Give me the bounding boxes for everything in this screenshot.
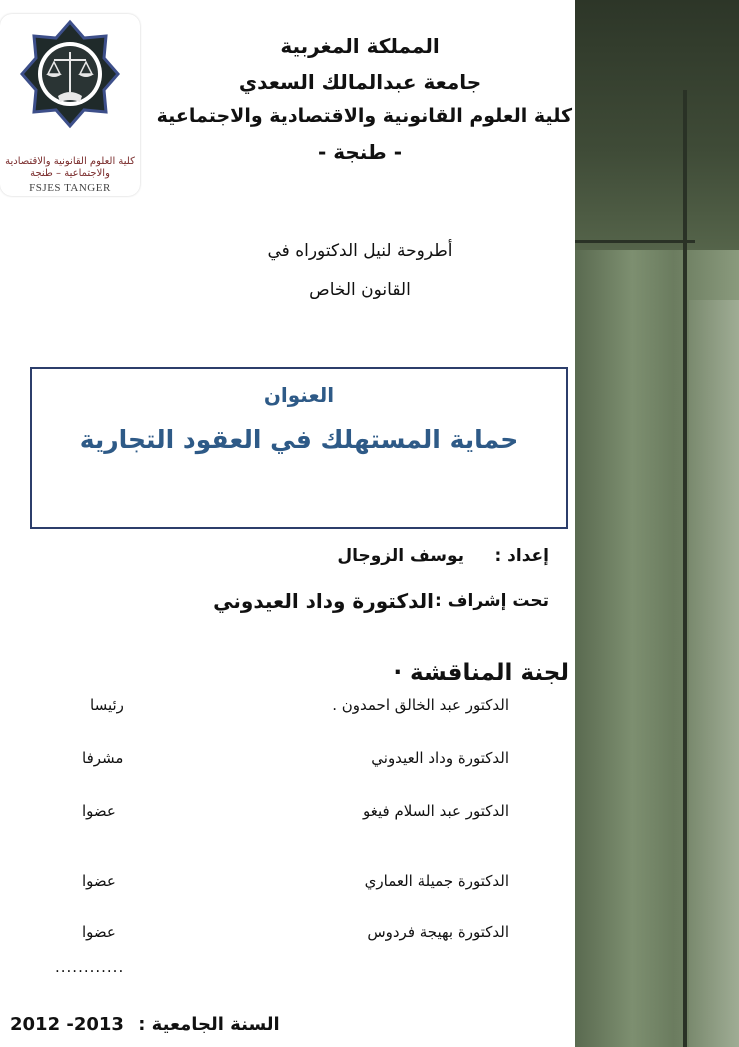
- panel-horizontal-line: [575, 240, 695, 243]
- decorative-side-panel: [575, 0, 739, 1047]
- kingdom-name: المملكة المغربية: [280, 34, 440, 58]
- committee-member-role: مشرفا: [82, 749, 124, 767]
- committee-member-role: عضوا: [82, 802, 116, 820]
- faculty-logo: [0, 14, 140, 196]
- city-name: - طنجة -: [317, 140, 403, 164]
- title-box: [30, 367, 568, 529]
- academic-year: [10, 1014, 280, 1035]
- thesis-specialty: القانون الخاص: [309, 280, 411, 300]
- committee-member-name: الدكتور عبد الخالق احمدون .: [332, 696, 509, 714]
- committee-member-name: الدكتورة وداد العيدوني: [371, 749, 509, 767]
- supervisor-name: الدكتورة وداد العيدوني: [213, 589, 434, 613]
- academic-year-label: السنة الجامعية :: [138, 1014, 280, 1035]
- panel-vertical-line: [683, 90, 687, 1047]
- academic-year-value: 2012 -2013: [10, 1014, 124, 1035]
- panel-highlight: [689, 300, 739, 1047]
- title-label: العنوان: [263, 383, 335, 407]
- university-name: جامعة عبدالمالك السعدي: [238, 70, 482, 94]
- logo-english-name: FSJES TANGER: [29, 182, 111, 194]
- prepared-by-name: يوسف الزوجال: [337, 546, 464, 566]
- logo-arabic-line-1: كلية العلوم القانونية والاقتصادية: [5, 156, 135, 167]
- faculty-name: كلية العلوم القانونية والاقتصادية والاجتماعية: [156, 105, 572, 127]
- supervisor-label: تحت إشراف :: [435, 591, 549, 611]
- committee-member-name: الدكتورة جميلة العماري: [364, 872, 509, 890]
- continuation-dots: ............: [55, 958, 125, 976]
- committee-member-name: الدكتورة بهيجة فردوس: [367, 923, 509, 941]
- logo-arabic-line-2: والاجتماعية – طنجة: [30, 168, 110, 179]
- committee-member-role: عضوا: [82, 872, 116, 890]
- committee-member-role: رئيسا: [90, 696, 124, 714]
- prepared-by-label: إعداد :: [494, 546, 549, 566]
- panel-dark-band: [575, 0, 739, 250]
- committee-member-name: الدكتور عبد السلام فيغو: [363, 802, 509, 820]
- justice-scale-emblem-icon: [18, 18, 122, 154]
- thesis-degree: أطروحة لنيل الدكتوراه في: [267, 241, 453, 261]
- committee-heading: لجنة المناقشة ·: [393, 660, 569, 686]
- committee-member-role: عضوا: [82, 923, 116, 941]
- thesis-title: حماية المستهلك في العقود التجارية: [79, 425, 519, 454]
